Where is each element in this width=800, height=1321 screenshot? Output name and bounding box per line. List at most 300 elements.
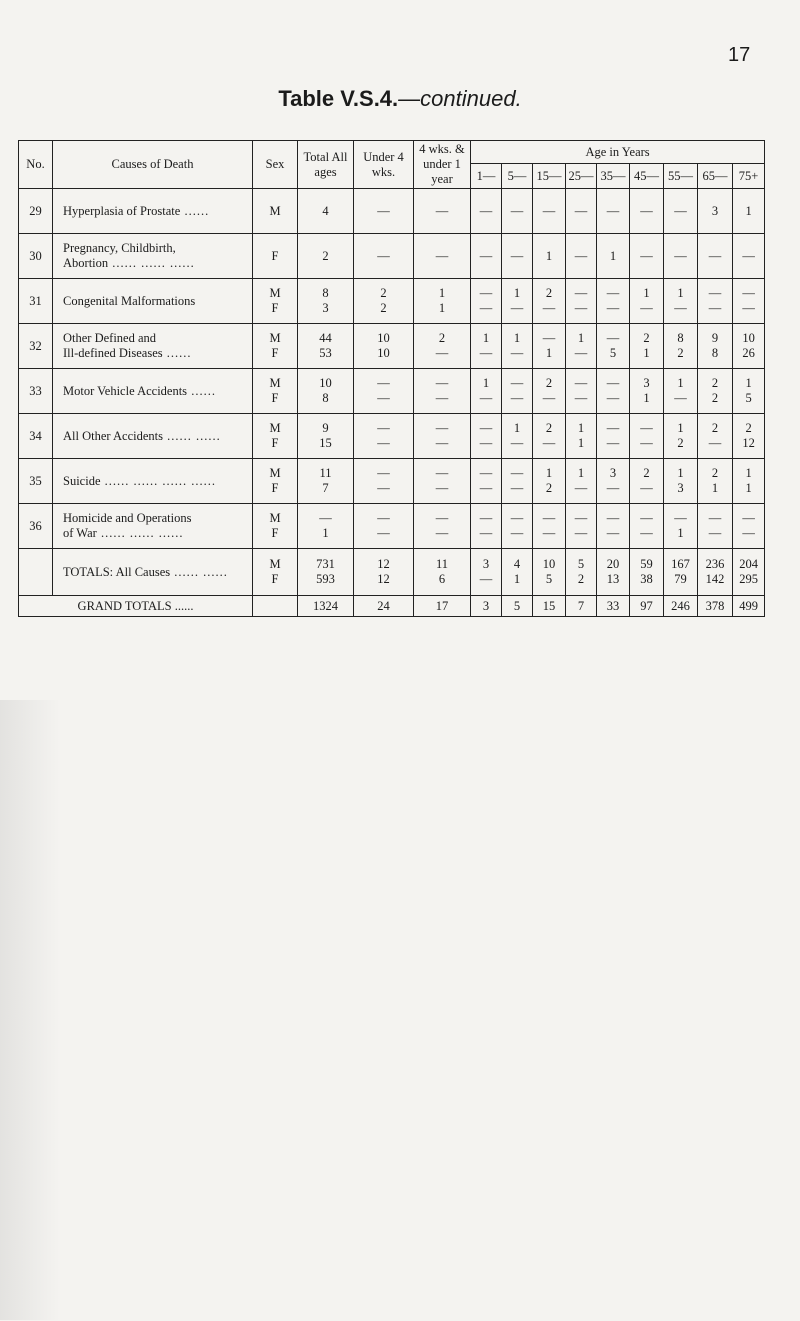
total-all-ages-value: 2	[322, 248, 329, 263]
age-col-2	[533, 279, 566, 324]
age-col-1-value: —	[510, 203, 524, 218]
total-all-ages-value: 44	[319, 331, 332, 345]
under-4-wks-value: —	[377, 248, 390, 263]
age-col-7-value: —	[708, 436, 722, 450]
4wks-under-1yr-value: 1	[438, 286, 446, 300]
age-col-2-value: 2	[545, 421, 553, 435]
totals-label	[53, 549, 253, 596]
cause-of-death	[53, 189, 253, 234]
row-number: 32	[19, 324, 53, 369]
age-col-5-value: 2	[643, 331, 650, 345]
age-col-8-value: —	[742, 526, 755, 540]
totals-no	[19, 549, 53, 596]
age-col-6-value: 1	[677, 466, 684, 480]
age-col-2-value: —	[542, 331, 556, 345]
age-col-5-value: —	[640, 248, 653, 263]
4wks-under-1yr-value: —	[435, 481, 449, 495]
totals-age-3-value: 2	[577, 572, 585, 586]
header-sex: Sex	[253, 141, 298, 189]
age-col-3-value: —	[574, 286, 588, 300]
age-col-7	[698, 414, 733, 459]
age-col-2-value: —	[542, 301, 556, 315]
title-suffix: —continued.	[398, 86, 522, 111]
causes-of-death-table	[18, 140, 765, 617]
sex-value: F	[271, 301, 279, 315]
age-col-8-value: 10	[742, 331, 755, 345]
header-age-5: 45—	[630, 164, 664, 189]
total-all-ages-value: 8	[322, 391, 329, 405]
age-col-4-value: —	[606, 481, 620, 495]
sex-value: M	[269, 203, 281, 218]
table-row	[19, 324, 765, 369]
age-col-5-value: 1	[643, 391, 650, 405]
age-col-8	[733, 504, 765, 549]
age-col-8-value: 1	[745, 376, 752, 390]
age-col-5	[630, 234, 664, 279]
age-col-0	[471, 414, 502, 459]
sex	[253, 504, 298, 549]
age-col-6-value: 1	[677, 526, 684, 540]
header-age-8: 75+	[733, 164, 765, 189]
leader-dots: ......	[187, 383, 216, 398]
age-col-1-value: —	[510, 248, 524, 263]
age-col-1	[502, 459, 533, 504]
age-col-6-value: 8	[677, 331, 684, 345]
age-col-6-value: 1	[677, 376, 684, 390]
total-all-ages-value: 3	[322, 301, 329, 315]
age-col-3	[566, 189, 597, 234]
age-col-8-value: 2	[745, 421, 752, 435]
age-col-5-value: —	[640, 421, 653, 435]
total-all-ages	[298, 279, 354, 324]
table-header	[19, 141, 765, 189]
total-all-ages-value: 10	[319, 376, 332, 390]
age-col-1-value: —	[510, 346, 524, 360]
totals-age-7-value: 236	[705, 557, 725, 571]
age-col-6-value: 1	[677, 421, 684, 435]
age-col-3-value: 1	[577, 466, 585, 480]
sex-value: F	[271, 248, 279, 263]
age-col-1	[502, 414, 533, 459]
grand-age-4: 33	[597, 596, 630, 617]
age-col-7-value: —	[708, 526, 722, 540]
age-col-6	[664, 414, 698, 459]
age-col-6	[664, 279, 698, 324]
age-col-3	[566, 234, 597, 279]
age-col-2-value: —	[542, 203, 556, 218]
age-col-2-value: 2	[545, 481, 553, 495]
age-col-6	[664, 504, 698, 549]
cause-of-death	[53, 324, 253, 369]
cause-line-2	[63, 294, 252, 309]
under-4-wks-value: —	[377, 481, 390, 495]
age-col-8	[733, 369, 765, 414]
age-col-3-value: —	[574, 346, 588, 360]
age-col-6	[664, 189, 698, 234]
under-4-wks-value: 10	[377, 331, 390, 345]
4wks-under-1yr	[414, 189, 471, 234]
4wks-under-1yr-value: —	[435, 248, 449, 263]
age-col-3-value: 1	[577, 436, 585, 450]
age-col-4-value: —	[606, 526, 620, 540]
cause-line-2	[63, 384, 252, 399]
age-col-2	[533, 234, 566, 279]
age-col-2-value: 2	[545, 376, 553, 390]
4wks-under-1yr-value: —	[435, 421, 449, 435]
age-col-1-value: —	[510, 466, 524, 480]
age-col-8-value: 1	[745, 481, 752, 495]
age-col-1-value: —	[510, 391, 524, 405]
total-all-ages-value: 7	[322, 481, 329, 495]
grand-sex	[253, 596, 298, 617]
header-cause: Causes of Death	[53, 141, 253, 189]
age-col-6-value: —	[674, 248, 687, 263]
grand-age-7: 378	[698, 596, 733, 617]
age-col-2-value: —	[542, 511, 556, 525]
sex-value: M	[269, 466, 281, 480]
age-col-2	[533, 459, 566, 504]
age-col-6	[664, 234, 698, 279]
age-col-5-value: 1	[643, 286, 650, 300]
age-col-5-value: —	[640, 203, 653, 218]
sex-value: M	[269, 511, 281, 525]
header-age-4: 35—	[597, 164, 630, 189]
4wks-under-1yr-value: 2	[438, 331, 446, 345]
total-all-ages	[298, 459, 354, 504]
age-col-2	[533, 504, 566, 549]
4wks-under-1yr-value: —	[435, 511, 449, 525]
totals-total-value: 731	[316, 557, 335, 571]
age-col-1-value: —	[510, 511, 524, 525]
age-col-1	[502, 324, 533, 369]
age-col-5-value: —	[640, 511, 653, 525]
age-col-4	[597, 234, 630, 279]
age-col-0	[471, 234, 502, 279]
age-col-6	[664, 459, 698, 504]
totals-age-1	[502, 549, 533, 596]
age-col-0-value: —	[479, 421, 493, 435]
cause-name: Suicide	[63, 473, 101, 488]
age-col-5	[630, 459, 664, 504]
table-row	[19, 504, 765, 549]
header-under-4-wks: Under 4 wks.	[354, 141, 414, 189]
age-col-4-value: —	[606, 391, 620, 405]
age-col-8	[733, 279, 765, 324]
header-age-0: 1—	[471, 164, 502, 189]
under-4-wks-value: —	[377, 376, 390, 390]
age-col-0-value: 1	[482, 376, 490, 390]
age-col-5-value: 3	[643, 376, 650, 390]
grand-age-6: 246	[664, 596, 698, 617]
age-col-3-value: —	[574, 248, 588, 263]
age-col-7-value: 2	[711, 466, 719, 480]
age-col-1	[502, 504, 533, 549]
totals-age-0-value: 3	[482, 557, 490, 571]
age-col-5-value: 2	[643, 466, 650, 480]
row-number: 31	[19, 279, 53, 324]
age-col-3	[566, 414, 597, 459]
header-age-in-years: Age in Years	[471, 141, 765, 164]
age-col-8-value: 12	[742, 436, 755, 450]
age-col-0-value: 1	[482, 331, 490, 345]
header-age-7: 65—	[698, 164, 733, 189]
age-col-2-value: —	[542, 436, 556, 450]
header-no: No.	[19, 141, 53, 189]
age-col-8	[733, 234, 765, 279]
leader-dots: ......	[171, 598, 194, 613]
cause-line-1: Other Defined and	[63, 331, 157, 345]
total-all-ages	[298, 369, 354, 414]
age-col-0	[471, 504, 502, 549]
cause-of-death	[53, 504, 253, 549]
age-col-0	[471, 324, 502, 369]
age-col-5-value: —	[640, 301, 653, 315]
row-number: 33	[19, 369, 53, 414]
age-col-2-value: 1	[545, 466, 553, 480]
age-col-7	[698, 279, 733, 324]
grand-4wks-1yr: 17	[414, 596, 471, 617]
totals-sex	[253, 549, 298, 596]
total-all-ages-value: 53	[319, 346, 332, 360]
total-all-ages-value: 15	[319, 436, 332, 450]
grand-age-8: 499	[733, 596, 765, 617]
row-number: 34	[19, 414, 53, 459]
age-col-2	[533, 369, 566, 414]
sex-value: M	[269, 421, 281, 435]
4wks-under-1yr-value: 1	[438, 301, 446, 315]
totals-total	[298, 549, 354, 596]
totals-sex-value: F	[271, 572, 279, 586]
under-4-wks-value: —	[377, 391, 390, 405]
cause-line-2	[63, 526, 252, 541]
totals-sex-value: M	[269, 557, 281, 571]
sex	[253, 189, 298, 234]
age-col-4	[597, 279, 630, 324]
row-number: 36	[19, 504, 53, 549]
age-col-7-value: 1	[711, 481, 719, 495]
age-col-8	[733, 414, 765, 459]
age-col-7-value: 2	[711, 391, 719, 405]
cause-name: Motor Vehicle Accidents	[63, 383, 188, 398]
totals-age-1-value: 1	[513, 572, 521, 586]
age-col-3-value: 1	[577, 421, 585, 435]
age-col-5	[630, 324, 664, 369]
age-col-7	[698, 504, 733, 549]
totals-age-0-value: —	[479, 572, 493, 586]
sex-value: F	[271, 481, 279, 495]
table-row	[19, 279, 765, 324]
age-col-8-value: 26	[742, 346, 755, 360]
age-col-7-value: —	[708, 511, 722, 525]
cause-line-2	[63, 346, 252, 361]
row-number: 29	[19, 189, 53, 234]
grand-totals-row	[19, 596, 765, 617]
age-col-0-value: —	[479, 526, 493, 540]
age-col-2-value: —	[542, 526, 556, 540]
age-col-1-value: 1	[513, 331, 521, 345]
cause-name: All Other Accidents	[63, 428, 163, 443]
header-age-2: 15—	[533, 164, 566, 189]
row-number: 35	[19, 459, 53, 504]
age-col-1	[502, 279, 533, 324]
age-col-0-value: —	[479, 301, 493, 315]
totals-age-7	[698, 549, 733, 596]
age-col-0-value: —	[479, 346, 493, 360]
age-col-3	[566, 279, 597, 324]
under-4-wks-value: 2	[380, 286, 387, 300]
page-number: 17	[728, 44, 751, 66]
total-all-ages	[298, 234, 354, 279]
total-all-ages	[298, 504, 354, 549]
leader-dots: ...... ......	[170, 564, 228, 579]
age-col-3-value: —	[574, 301, 588, 315]
under-4-wks-value: —	[377, 466, 390, 480]
age-col-8	[733, 189, 765, 234]
age-col-3-value: —	[574, 391, 588, 405]
age-col-8-value: —	[742, 286, 755, 300]
under-4-wks-value: 10	[377, 346, 390, 360]
under-4-wks	[354, 414, 414, 459]
total-all-ages-value: —	[319, 511, 332, 525]
totals-age-2-value: 10	[542, 557, 556, 571]
age-col-7	[698, 234, 733, 279]
table-body	[19, 189, 765, 617]
grand-totals-label	[19, 596, 253, 617]
age-col-7	[698, 459, 733, 504]
table-row	[19, 189, 765, 234]
age-col-4-value: —	[606, 331, 620, 345]
cause-name: Hyperplasia of Prostate	[63, 203, 181, 218]
age-col-8	[733, 324, 765, 369]
sex	[253, 234, 298, 279]
age-col-0-value: —	[479, 248, 493, 263]
leader-dots: ...... ...... ......	[96, 526, 184, 540]
age-col-2-value: 1	[545, 346, 553, 360]
header-age-3: 25—	[566, 164, 597, 189]
4wks-under-1yr	[414, 324, 471, 369]
age-col-0	[471, 459, 502, 504]
age-col-8-value: —	[742, 301, 755, 315]
totals-age-8	[733, 549, 765, 596]
age-col-7-value: —	[708, 286, 722, 300]
total-all-ages-value: 4	[322, 203, 329, 218]
age-col-4-value: —	[606, 511, 620, 525]
header-4wks-1year: 4 wks. & under 1 year	[414, 141, 471, 189]
age-col-5	[630, 369, 664, 414]
age-col-3	[566, 504, 597, 549]
4wks-under-1yr-value: —	[435, 346, 449, 360]
age-col-7-value: 3	[711, 203, 719, 218]
age-col-5	[630, 189, 664, 234]
age-col-7	[698, 369, 733, 414]
age-col-4-value: 5	[609, 346, 617, 360]
4wks-under-1yr	[414, 459, 471, 504]
age-col-8-value: —	[742, 511, 755, 525]
cause-line-2	[63, 204, 252, 219]
cause-name: Abortion	[63, 256, 109, 270]
totals-age-3	[566, 549, 597, 596]
cause-line-2	[63, 256, 252, 271]
totals-age-0	[471, 549, 502, 596]
totals-age-6-value: 167	[671, 557, 690, 571]
totals-age-1-value: 4	[513, 557, 521, 571]
age-col-7-value: 2	[711, 376, 719, 390]
sex-value: M	[269, 286, 281, 300]
mortality-table-container	[18, 140, 764, 617]
totals-age-8-value: 204	[739, 557, 758, 571]
sex	[253, 414, 298, 459]
age-col-1	[502, 369, 533, 414]
age-col-6-value: —	[674, 301, 687, 315]
age-col-0	[471, 189, 502, 234]
age-col-6	[664, 369, 698, 414]
age-col-4-value: —	[606, 286, 620, 300]
age-col-8-value: 1	[745, 203, 752, 218]
grand-age-2: 15	[533, 596, 566, 617]
table-title	[0, 86, 800, 112]
under-4-wks-value: —	[377, 526, 390, 540]
age-col-4	[597, 504, 630, 549]
totals-age-4-value: 13	[606, 572, 620, 586]
age-col-8-value: 5	[745, 391, 752, 405]
header-total: Total All ages	[298, 141, 354, 189]
grand-total: 1324	[298, 596, 354, 617]
age-col-3-value: 1	[577, 331, 585, 345]
totals-4wks-1yr	[414, 549, 471, 596]
age-col-3-value: —	[574, 526, 588, 540]
cause-of-death	[53, 369, 253, 414]
age-col-6-value: 2	[677, 346, 684, 360]
age-col-7	[698, 324, 733, 369]
sex	[253, 369, 298, 414]
age-col-4	[597, 414, 630, 459]
4wks-under-1yr	[414, 279, 471, 324]
total-all-ages	[298, 414, 354, 459]
cause-line-2	[63, 429, 252, 444]
age-col-4-value: —	[606, 376, 620, 390]
age-col-4-value: —	[606, 203, 620, 218]
totals-age-5-value: 38	[640, 572, 653, 586]
age-col-5	[630, 414, 664, 459]
age-col-7-value: 8	[711, 346, 719, 360]
cause-of-death	[53, 279, 253, 324]
cause-name: Ill-defined Diseases	[63, 346, 163, 360]
age-col-1	[502, 189, 533, 234]
total-all-ages-value: 8	[322, 286, 329, 300]
under-4-wks-value: —	[377, 203, 390, 218]
totals-age-7-value: 142	[705, 572, 725, 586]
header-age-1: 5—	[502, 164, 533, 189]
page-shadow	[0, 700, 60, 1320]
age-col-7-value: 2	[711, 421, 719, 435]
4wks-under-1yr-value: —	[435, 203, 449, 218]
cause-of-death	[53, 459, 253, 504]
under-4-wks	[354, 504, 414, 549]
cause-line-1: Homicide and Operations	[63, 511, 192, 525]
age-col-4-value: —	[606, 421, 620, 435]
leader-dots: ......	[180, 203, 210, 218]
4wks-under-1yr-value: —	[435, 466, 449, 480]
grand-age-3: 7	[566, 596, 597, 617]
age-col-4	[597, 369, 630, 414]
4wks-under-1yr-value: —	[435, 391, 449, 405]
totals-row	[19, 549, 765, 596]
sex-value: F	[271, 526, 279, 540]
age-col-3-value: —	[574, 376, 588, 390]
totals-age-5-value: 59	[640, 557, 653, 571]
under-4-wks	[354, 189, 414, 234]
age-col-2-value: —	[542, 391, 556, 405]
